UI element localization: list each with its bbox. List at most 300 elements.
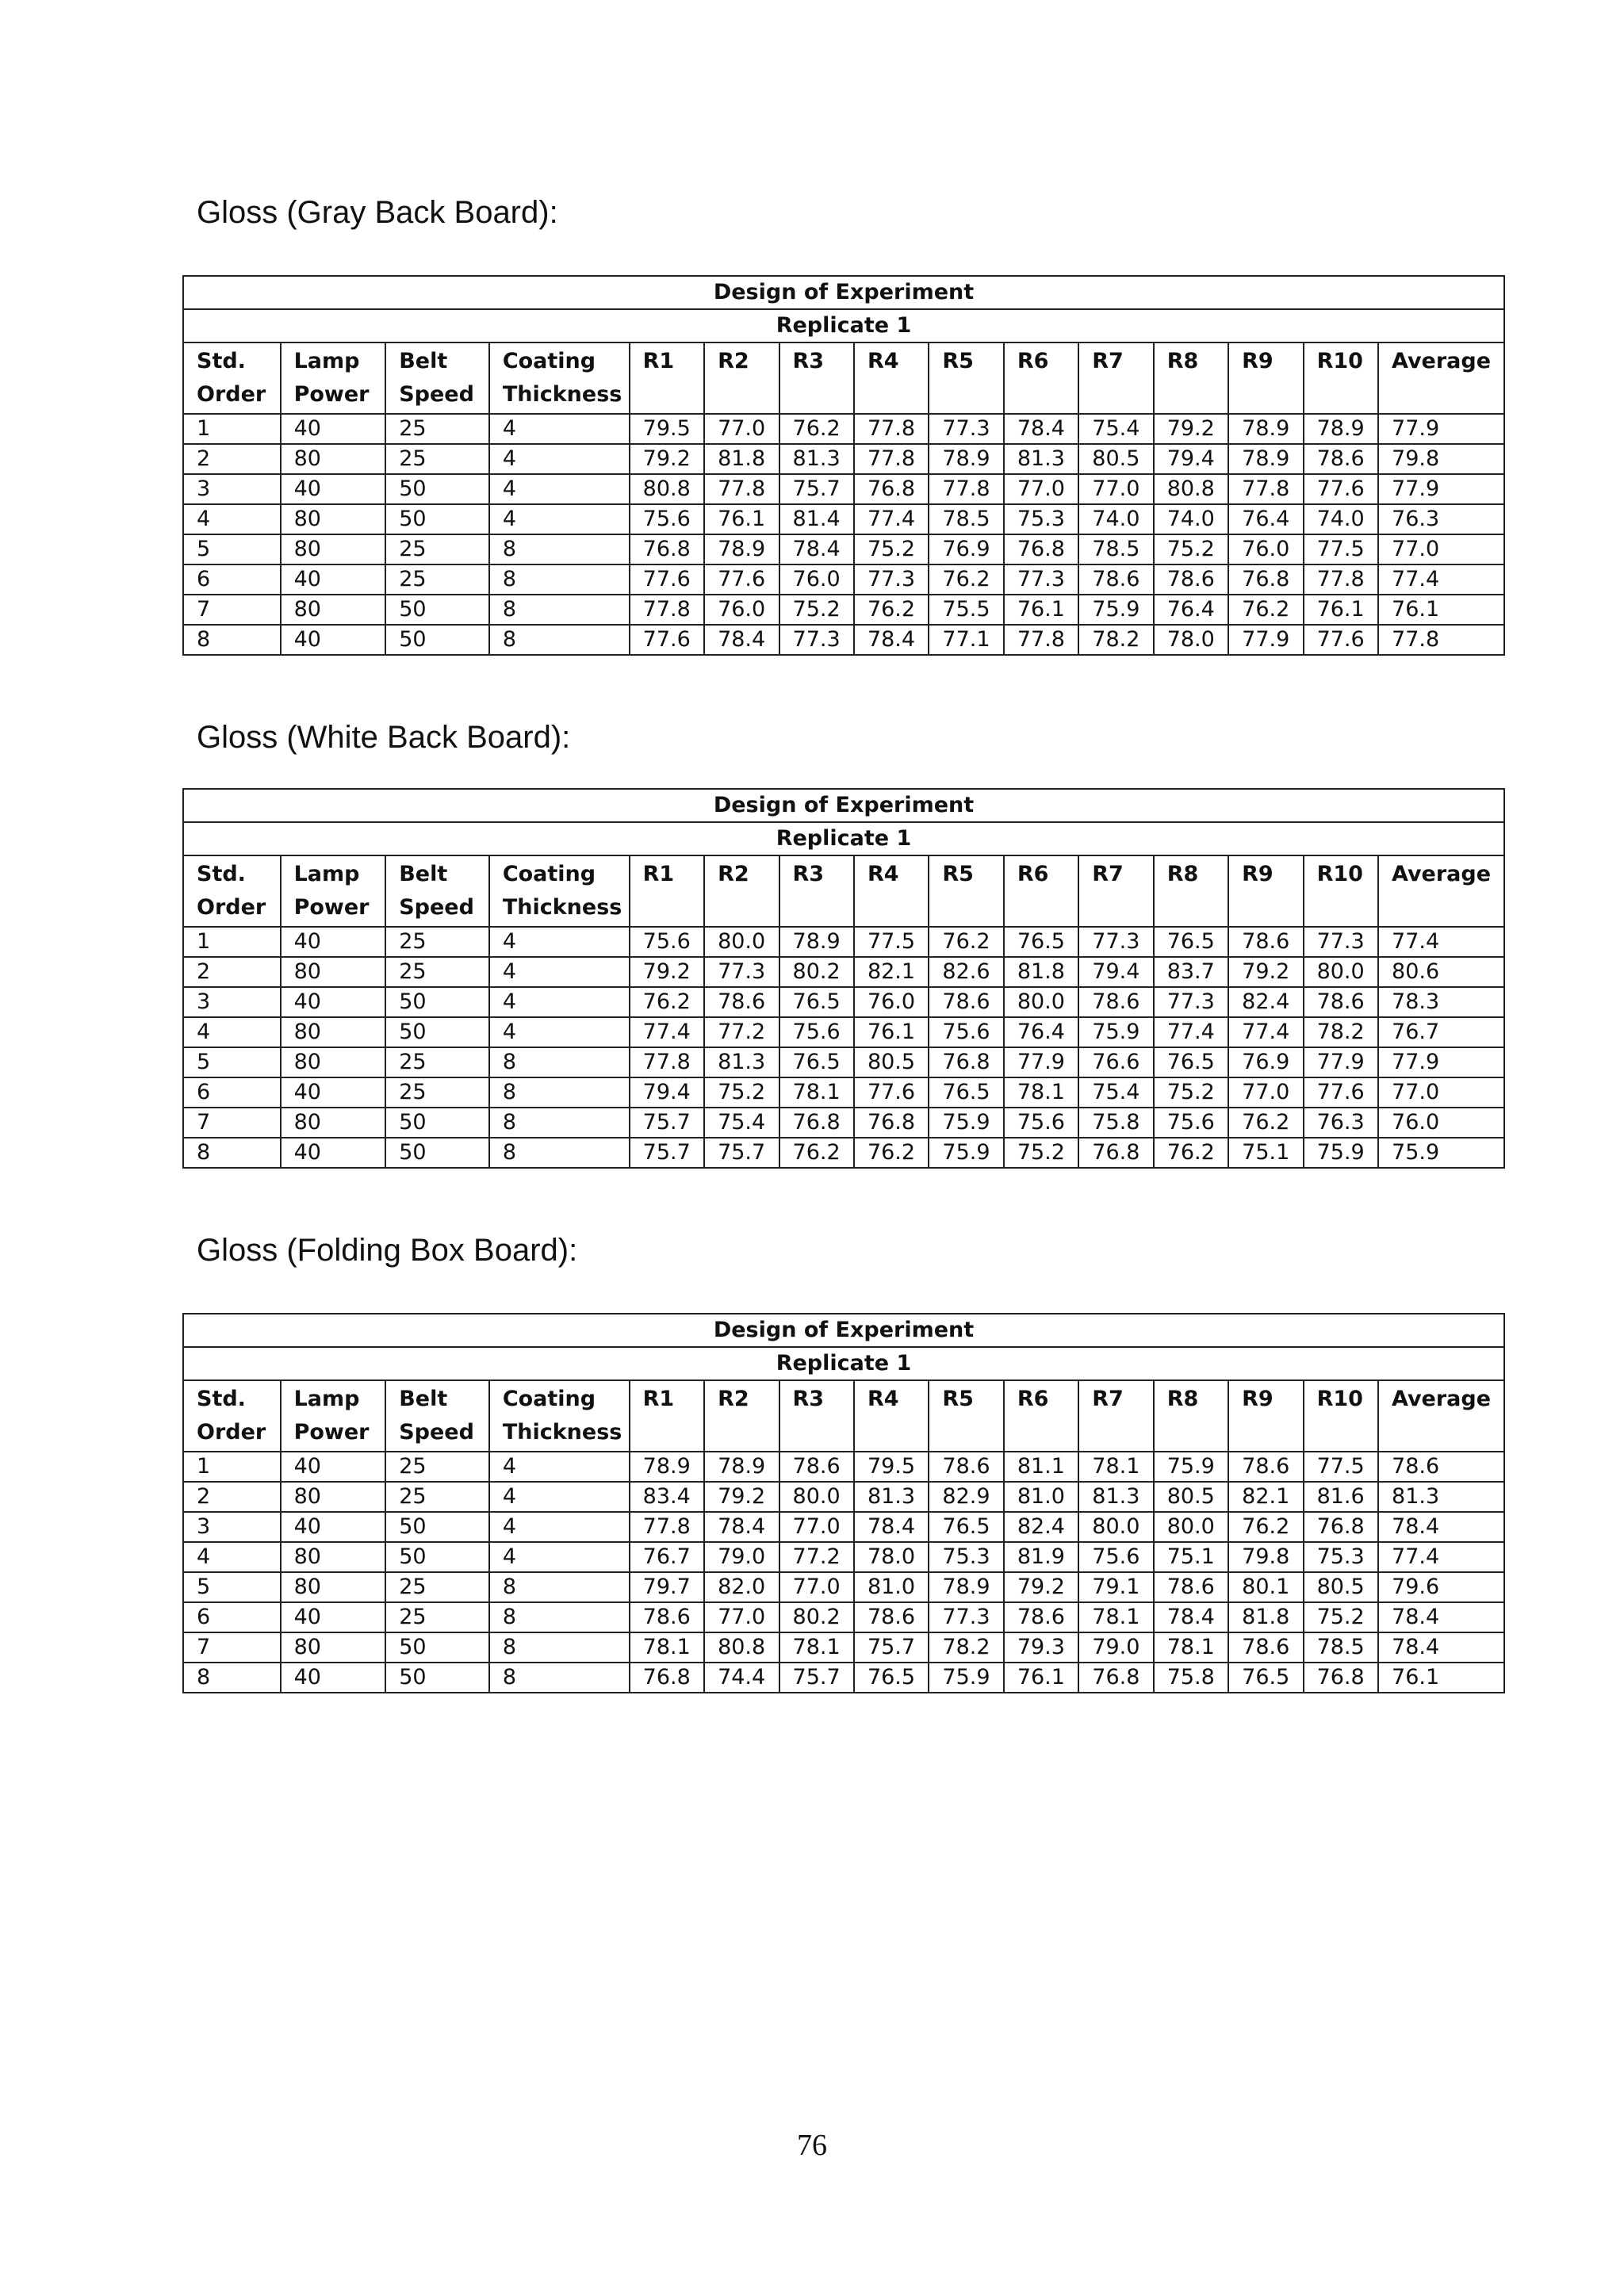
table-cell: 1 [183, 927, 281, 957]
table-cell: 7 [183, 1632, 281, 1663]
column-header-line: R8 [1166, 349, 1199, 373]
table-cell: 4 [489, 1482, 630, 1512]
table-row [183, 534, 1504, 564]
table-caption: Design of Experiment [183, 1314, 1504, 1347]
table-cell: 76.2 [1228, 595, 1303, 625]
table-cell: 75.7 [779, 1663, 854, 1693]
table-cell: 81.3 [1378, 1482, 1504, 1512]
column-header-line: Std. [197, 862, 246, 886]
table-cell: 75.4 [1078, 414, 1153, 444]
table-cell: 81.4 [779, 504, 854, 534]
column-header-line: R5 [942, 1387, 974, 1411]
table-cell: 25 [385, 1572, 489, 1602]
table-cell: 75.6 [929, 1017, 1003, 1047]
table-cell: 8 [183, 1663, 281, 1693]
column-header-line [718, 378, 778, 411]
table-row [183, 1572, 1504, 1602]
table-cell: 79.5 [630, 414, 704, 444]
table-cell: 78.6 [854, 1602, 929, 1632]
table-cell: 50 [385, 1663, 489, 1693]
column-header-line [718, 891, 778, 924]
table-row [183, 1542, 1504, 1572]
table-cell: 8 [489, 595, 630, 625]
table-cell: 77.9 [1304, 1047, 1378, 1077]
table-cell: 80.2 [779, 957, 854, 987]
table-cell: 8 [489, 1077, 630, 1108]
table-cell: 75.9 [929, 1138, 1003, 1168]
column-header [929, 855, 1003, 927]
table-cell: 75.7 [630, 1108, 704, 1138]
table-cell: 80 [281, 1542, 386, 1572]
column-header [1378, 855, 1504, 927]
table-cell: 76.2 [854, 595, 929, 625]
column-header [1378, 1380, 1504, 1452]
table-cell: 78.2 [1304, 1017, 1378, 1047]
page-number: 76 [797, 2129, 827, 2162]
table-cell: 80 [281, 957, 386, 987]
table-cell: 75.6 [1004, 1108, 1078, 1138]
table-cell: 81.3 [1078, 1482, 1153, 1512]
table-cell: 8 [489, 1047, 630, 1077]
table-cell: 50 [385, 625, 489, 655]
column-header [385, 1380, 489, 1452]
table-cell: 76.8 [854, 1108, 929, 1138]
table-cell: 40 [281, 625, 386, 655]
table-cell: 78.2 [1078, 625, 1153, 655]
table-cell: 77.0 [779, 1572, 854, 1602]
table-cell: 78.6 [1078, 987, 1153, 1017]
table-cell: 8 [183, 625, 281, 655]
table-row [183, 957, 1504, 987]
table-cell: 8 [489, 1572, 630, 1602]
column-header [1378, 342, 1504, 414]
column-header-line [643, 1416, 703, 1449]
table-cell: 79.6 [1378, 1572, 1504, 1602]
column-header [1004, 342, 1078, 414]
table-cell: 77.6 [704, 564, 779, 595]
table-cell: 77.8 [854, 444, 929, 474]
table-cell: 77.9 [1378, 1047, 1504, 1077]
table-cell: 75.9 [1078, 1017, 1153, 1047]
table-cell: 77.0 [704, 1602, 779, 1632]
table-cell: 78.6 [1228, 1632, 1303, 1663]
table-cell: 40 [281, 927, 386, 957]
table-cell: 78.9 [1228, 414, 1303, 444]
column-header [489, 342, 630, 414]
column-header [1304, 1380, 1378, 1452]
column-header [779, 342, 854, 414]
column-header [704, 1380, 779, 1452]
table-cell: 80.8 [630, 474, 704, 504]
table-cell: 78.6 [1228, 927, 1303, 957]
column-header-line: R6 [1017, 862, 1049, 886]
column-header-line [1242, 891, 1302, 924]
column-header-line: Thickness [502, 895, 622, 920]
table-cell: 75.6 [779, 1017, 854, 1047]
column-header-line: R8 [1166, 862, 1199, 886]
column-header-line [643, 891, 703, 924]
table-cell: 4 [489, 1452, 630, 1482]
column-header-line [1392, 891, 1503, 924]
column-header-line [1317, 1416, 1377, 1449]
table-subcaption: Replicate 1 [183, 1347, 1504, 1380]
table-cell: 5 [183, 1047, 281, 1077]
table-cell: 76.9 [1228, 1047, 1303, 1077]
table-cell: 77.0 [1004, 474, 1078, 504]
table-cell: 75.6 [1154, 1108, 1228, 1138]
column-header-line: R6 [1017, 349, 1049, 373]
table-cell: 77.8 [630, 595, 704, 625]
column-header-line: Speed [399, 895, 474, 920]
column-header-line: Lamp [293, 1387, 360, 1411]
table-row [183, 1138, 1504, 1168]
table-cell: 80 [281, 1047, 386, 1077]
table-cell: 75.3 [929, 1542, 1003, 1572]
table-cell: 81.1 [1004, 1452, 1078, 1482]
table-cell: 78.1 [1078, 1602, 1153, 1632]
table-cell: 2 [183, 957, 281, 987]
table-cell: 75.2 [779, 595, 854, 625]
table-cell: 40 [281, 474, 386, 504]
table-cell: 77.4 [854, 504, 929, 534]
table-cell: 81.6 [1304, 1482, 1378, 1512]
table-cell: 78.6 [1304, 444, 1378, 474]
table-cell: 4 [489, 414, 630, 444]
table-cell: 78.1 [779, 1632, 854, 1663]
table-cell: 78.6 [1304, 987, 1378, 1017]
column-header-line: Order [197, 382, 266, 407]
table-cell: 75.7 [854, 1632, 929, 1663]
column-header-line [1092, 378, 1152, 411]
table-cell: 50 [385, 1138, 489, 1168]
column-header-line: Std. [197, 349, 246, 373]
table-cell: 78.5 [1304, 1632, 1378, 1663]
table-cell: 78.4 [1004, 414, 1078, 444]
table-cell: 1 [183, 1452, 281, 1482]
table-cell: 77.8 [1004, 625, 1078, 655]
table-cell: 82.1 [854, 957, 929, 987]
table-cell: 80 [281, 1632, 386, 1663]
table-cell: 78.9 [929, 444, 1003, 474]
table-cell: 78.6 [1378, 1452, 1504, 1482]
table-cell: 40 [281, 1663, 386, 1693]
table-cell: 25 [385, 534, 489, 564]
table-cell: 76.1 [1378, 1663, 1504, 1693]
column-header-line [1392, 378, 1503, 411]
column-header-row [183, 342, 1504, 414]
table-cell: 76.8 [1078, 1663, 1153, 1693]
table-cell: 77.3 [1004, 564, 1078, 595]
table-cell: 3 [183, 987, 281, 1017]
table-cell: 77.8 [1304, 564, 1378, 595]
table-row [183, 414, 1504, 444]
table-cell: 76.1 [1304, 595, 1378, 625]
column-header-line: R8 [1166, 1387, 1199, 1411]
column-header-row [183, 855, 1504, 927]
table-cell: 75.9 [1304, 1138, 1378, 1168]
table-cell: 80 [281, 504, 386, 534]
table-cell: 79.8 [1378, 444, 1504, 474]
table-cell: 4 [489, 1542, 630, 1572]
table-cell: 77.4 [1378, 1542, 1504, 1572]
table-cell: 80.0 [704, 927, 779, 957]
table-cell: 25 [385, 1047, 489, 1077]
table-row [183, 1632, 1504, 1663]
table-cell: 76.8 [779, 1108, 854, 1138]
table-cell: 75.8 [1078, 1108, 1153, 1138]
column-header [630, 855, 704, 927]
table-row [183, 595, 1504, 625]
table-cell: 77.3 [1078, 927, 1153, 957]
column-header-line: Coating [502, 862, 596, 886]
table-row [183, 625, 1504, 655]
column-header-line: R7 [1092, 862, 1124, 886]
table-cell: 77.3 [779, 625, 854, 655]
table-cell: 76.2 [779, 414, 854, 444]
table-cell: 80 [281, 1482, 386, 1512]
table-cell: 76.5 [929, 1512, 1003, 1542]
table-cell: 82.1 [1228, 1482, 1303, 1512]
table-cell: 80.0 [1154, 1512, 1228, 1542]
column-header-line: R2 [718, 349, 749, 373]
table-cell: 78.6 [1154, 564, 1228, 595]
table-cell: 77.2 [779, 1542, 854, 1572]
table-cell: 76.1 [1004, 1663, 1078, 1693]
column-header [1154, 342, 1228, 414]
column-header-line: R4 [867, 862, 899, 886]
table-cell: 78.4 [1378, 1512, 1504, 1542]
column-header-line: Coating [502, 1387, 596, 1411]
table-cell: 4 [489, 957, 630, 987]
table-cell: 75.1 [1154, 1542, 1228, 1572]
table-row [183, 444, 1504, 474]
table-cell: 76.4 [1228, 504, 1303, 534]
column-header [1304, 342, 1378, 414]
table-cell: 76.5 [1154, 927, 1228, 957]
column-header-line: R10 [1316, 862, 1363, 886]
column-header-line: R2 [718, 1387, 749, 1411]
table-cell: 2 [183, 444, 281, 474]
column-header-line: R1 [642, 1387, 675, 1411]
column-header [929, 342, 1003, 414]
column-header-line [868, 1416, 928, 1449]
table-cell: 40 [281, 1077, 386, 1108]
table-cell: 8 [489, 1602, 630, 1632]
column-header [1228, 1380, 1303, 1452]
table-cell: 75.6 [1078, 1542, 1153, 1572]
column-header-line: Belt [399, 349, 448, 373]
table-cell: 76.2 [1154, 1138, 1228, 1168]
table-cell: 75.2 [1154, 534, 1228, 564]
table-cell: 78.4 [1154, 1602, 1228, 1632]
column-header-line [793, 378, 853, 411]
table-cell: 82.4 [1004, 1512, 1078, 1542]
column-header-line [942, 891, 1002, 924]
table-cell: 6 [183, 564, 281, 595]
table-cell: 78.4 [704, 625, 779, 655]
table-cell: 80 [281, 1017, 386, 1047]
table-cell: 50 [385, 1512, 489, 1542]
column-header-line: Speed [399, 1420, 474, 1445]
table-cell: 80 [281, 1108, 386, 1138]
column-header-line: Speed [399, 382, 474, 407]
table-cell: 78.6 [1228, 1452, 1303, 1482]
table-cell: 7 [183, 1108, 281, 1138]
table-cell: 78.4 [854, 1512, 929, 1542]
table-cell: 4 [183, 1017, 281, 1047]
table-cell: 77.8 [1378, 625, 1504, 655]
table-cell: 80.5 [1304, 1572, 1378, 1602]
table-row [183, 1452, 1504, 1482]
table-cell: 80.1 [1228, 1572, 1303, 1602]
table-cell: 77.3 [929, 414, 1003, 444]
table-cell: 76.5 [779, 1047, 854, 1077]
table-cell: 77.8 [630, 1047, 704, 1077]
column-header [183, 1380, 281, 1452]
table-cell: 78.9 [929, 1572, 1003, 1602]
table-cell: 76.4 [1154, 595, 1228, 625]
table-cell: 40 [281, 564, 386, 595]
table-cell: 76.2 [854, 1138, 929, 1168]
column-header-line: R9 [1242, 349, 1274, 373]
table-cell: 76.5 [779, 987, 854, 1017]
table-cell: 40 [281, 1602, 386, 1632]
table-cell: 80.5 [854, 1047, 929, 1077]
column-header-line [1167, 1416, 1228, 1449]
table-cell: 76.6 [1078, 1047, 1153, 1077]
table-cell: 76.2 [779, 1138, 854, 1168]
table-cell: 78.1 [779, 1077, 854, 1108]
column-header [854, 342, 929, 414]
column-header-line: R4 [867, 1387, 899, 1411]
table-cell: 8 [489, 564, 630, 595]
table-cell: 50 [385, 504, 489, 534]
table-cell: 80.5 [1154, 1482, 1228, 1512]
table-cell: 77.6 [854, 1077, 929, 1108]
table-cell: 4 [489, 1512, 630, 1542]
table-cell: 77.6 [1304, 1077, 1378, 1108]
column-header [385, 855, 489, 927]
table-cell: 4 [183, 504, 281, 534]
table-cell: 75.2 [1154, 1077, 1228, 1108]
table-cell: 4 [489, 987, 630, 1017]
table-cell: 25 [385, 1482, 489, 1512]
table-cell: 78.1 [1154, 1632, 1228, 1663]
column-header-line: Thickness [502, 1420, 622, 1445]
table-row [183, 1482, 1504, 1512]
table-cell: 77.9 [1228, 625, 1303, 655]
table-cell: 75.3 [1004, 504, 1078, 534]
table-cell: 76.1 [1004, 595, 1078, 625]
table-cell: 76.8 [929, 1047, 1003, 1077]
table-cell: 77.0 [704, 414, 779, 444]
table-cell: 80.6 [1378, 957, 1504, 987]
table-cell: 79.1 [1078, 1572, 1153, 1602]
table-cell: 76.5 [1004, 927, 1078, 957]
column-header-line [1167, 891, 1228, 924]
table-cell: 82.6 [929, 957, 1003, 987]
section-title: Gloss (Folding Box Board): [197, 1233, 578, 1268]
column-header [1078, 855, 1153, 927]
table-cell: 7 [183, 595, 281, 625]
table-cell: 75.9 [929, 1108, 1003, 1138]
table-cell: 75.2 [1004, 1138, 1078, 1168]
table-cell: 40 [281, 987, 386, 1017]
table-cell: 75.5 [929, 595, 1003, 625]
table-cell: 76.1 [854, 1017, 929, 1047]
table-subcaption: Replicate 1 [183, 822, 1504, 855]
table-cell: 76.0 [1228, 534, 1303, 564]
column-header [704, 855, 779, 927]
column-header-line [718, 1416, 778, 1449]
table-row [183, 564, 1504, 595]
table-cell: 77.3 [854, 564, 929, 595]
table-cell: 81.3 [854, 1482, 929, 1512]
table-cell: 76.8 [1078, 1138, 1153, 1168]
column-header-line: Power [293, 382, 370, 407]
table-cell: 81.8 [1004, 957, 1078, 987]
column-header-line: Order [197, 895, 266, 920]
table-cell: 77.6 [630, 564, 704, 595]
table-row [183, 987, 1504, 1017]
column-header-line: R10 [1316, 1387, 1363, 1411]
table-cell: 40 [281, 1452, 386, 1482]
column-header-line [1092, 1416, 1152, 1449]
table-cell: 83.4 [630, 1482, 704, 1512]
column-header-line: Average [1392, 862, 1492, 886]
column-header-line [1392, 1416, 1503, 1449]
column-header [385, 342, 489, 414]
column-header [281, 342, 386, 414]
column-header [281, 1380, 386, 1452]
table-cell: 77.8 [854, 414, 929, 444]
column-header-line: R3 [792, 862, 825, 886]
column-header [1228, 855, 1303, 927]
table-cell: 80.8 [1154, 474, 1228, 504]
table-cell: 25 [385, 414, 489, 444]
table-cell: 77.3 [1304, 927, 1378, 957]
column-header-line [868, 378, 928, 411]
column-header [1154, 855, 1228, 927]
table-cell: 79.4 [1078, 957, 1153, 987]
table-cell: 83.7 [1154, 957, 1228, 987]
table-cell: 78.6 [929, 1452, 1003, 1482]
table-cell: 77.3 [929, 1602, 1003, 1632]
column-header-line: R7 [1092, 1387, 1124, 1411]
table-cell: 78.1 [630, 1632, 704, 1663]
table-cell: 76.9 [929, 534, 1003, 564]
table-cell: 25 [385, 1077, 489, 1108]
column-header-line: R4 [867, 349, 899, 373]
table-cell: 75.7 [704, 1138, 779, 1168]
table-cell: 77.8 [929, 474, 1003, 504]
table-row [183, 1077, 1504, 1108]
table-cell: 76.1 [704, 504, 779, 534]
table-cell: 50 [385, 1542, 489, 1572]
table-cell: 80 [281, 534, 386, 564]
table-cell: 80 [281, 1572, 386, 1602]
table-cell: 50 [385, 595, 489, 625]
table-cell: 74.0 [1304, 504, 1378, 534]
table-cell: 81.3 [1004, 444, 1078, 474]
table-cell: 77.8 [704, 474, 779, 504]
table-cell: 81.8 [1228, 1602, 1303, 1632]
table-cell: 77.4 [630, 1017, 704, 1047]
table-cell: 25 [385, 564, 489, 595]
table-row [183, 1602, 1504, 1632]
table-cell: 78.2 [929, 1632, 1003, 1663]
table-cell: 78.4 [1378, 1632, 1504, 1663]
